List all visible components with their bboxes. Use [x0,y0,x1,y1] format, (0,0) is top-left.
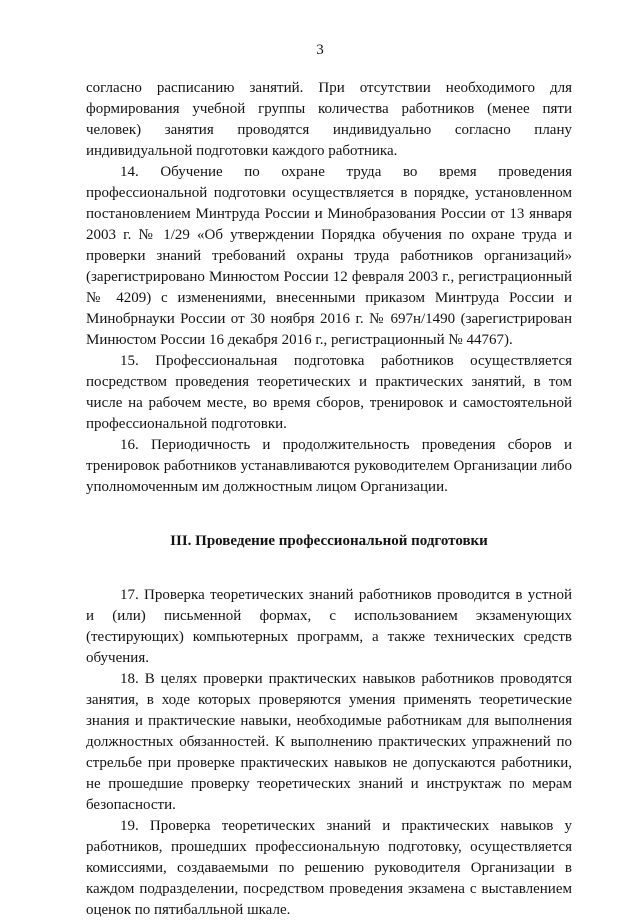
paragraph-14: 14. Обучение по охране труда во время проведения профессиональной подготовки осуществляется в порядке, установленном постановлением Минтруда России и Минобразования России от 13 января 2003 г. № 1/29 «Об утверждении Порядка обучения по охране труда и проверки знаний требований охраны труда работников организаций» (зарегистрировано Минюстом России 12 февраля 2003 г., регистрационный № 4209) с изменениями, внесенными приказом Минтруда России и Минобрнауки России от 30 ноября 2016 г. № 697н/1490 (зарегистрирован Минюстом России 16 декабря 2016 г., регистрационный № 44767). [86,164,572,348]
paragraph-18: 18. В целях проверки практических навыков работников проводятся занятия, в ходе которых проверяются умения применять теоретические знания и практические навыки, необходимые работникам для выполнения должностных обязанностей. К выполнению практических упражнений по стрельбе при проверке практических навыков не допускаются работники, не прошедшие проверку теоретических знаний и инструктаж по мерам безопасности. [86,671,572,813]
paragraph-15: 15. Профессиональная подготовка работников осуществляется посредством проведения теоретических и практических занятий, в том числе на рабочем месте, во время сборов, тренировок и самостоятельной профессиональной подготовки. [86,353,572,432]
page-number: 3 [316,42,324,58]
paragraph-19: 19. Проверка теоретических знаний и практических навыков у работников, прошедших профессиональную подготовку, осуществляется комиссиями, создаваемыми по решению руководителя Организации в каждом подразделении, посредством проведения экзамена с выставлением оценок по пятибалльной шкале. [86,818,572,918]
document-body [86,78,572,921]
paragraph-continuation: согласно расписанию занятий. При отсутствии необходимого для формирования учебной группы количества работников (менее пяти человек) занятия проводятся индивидуально согласно плану индивидуальной подготовки каждого работника. [86,80,572,159]
section-heading: III. Проведение профессиональной подготовки [170,533,488,549]
paragraph-16: 16. Периодичность и продолжительность проведения сборов и тренировок работников устанавливаются руководителем Организации либо уполномоченным им должностным лицом Организации. [86,437,572,495]
paragraph-17: 17. Проверка теоретических знаний работников проводится в устной и (или) письменной формах, с использованием экзаменующих (тестирующих) компьютерных программ, а также технических средств обучения. [86,587,572,666]
